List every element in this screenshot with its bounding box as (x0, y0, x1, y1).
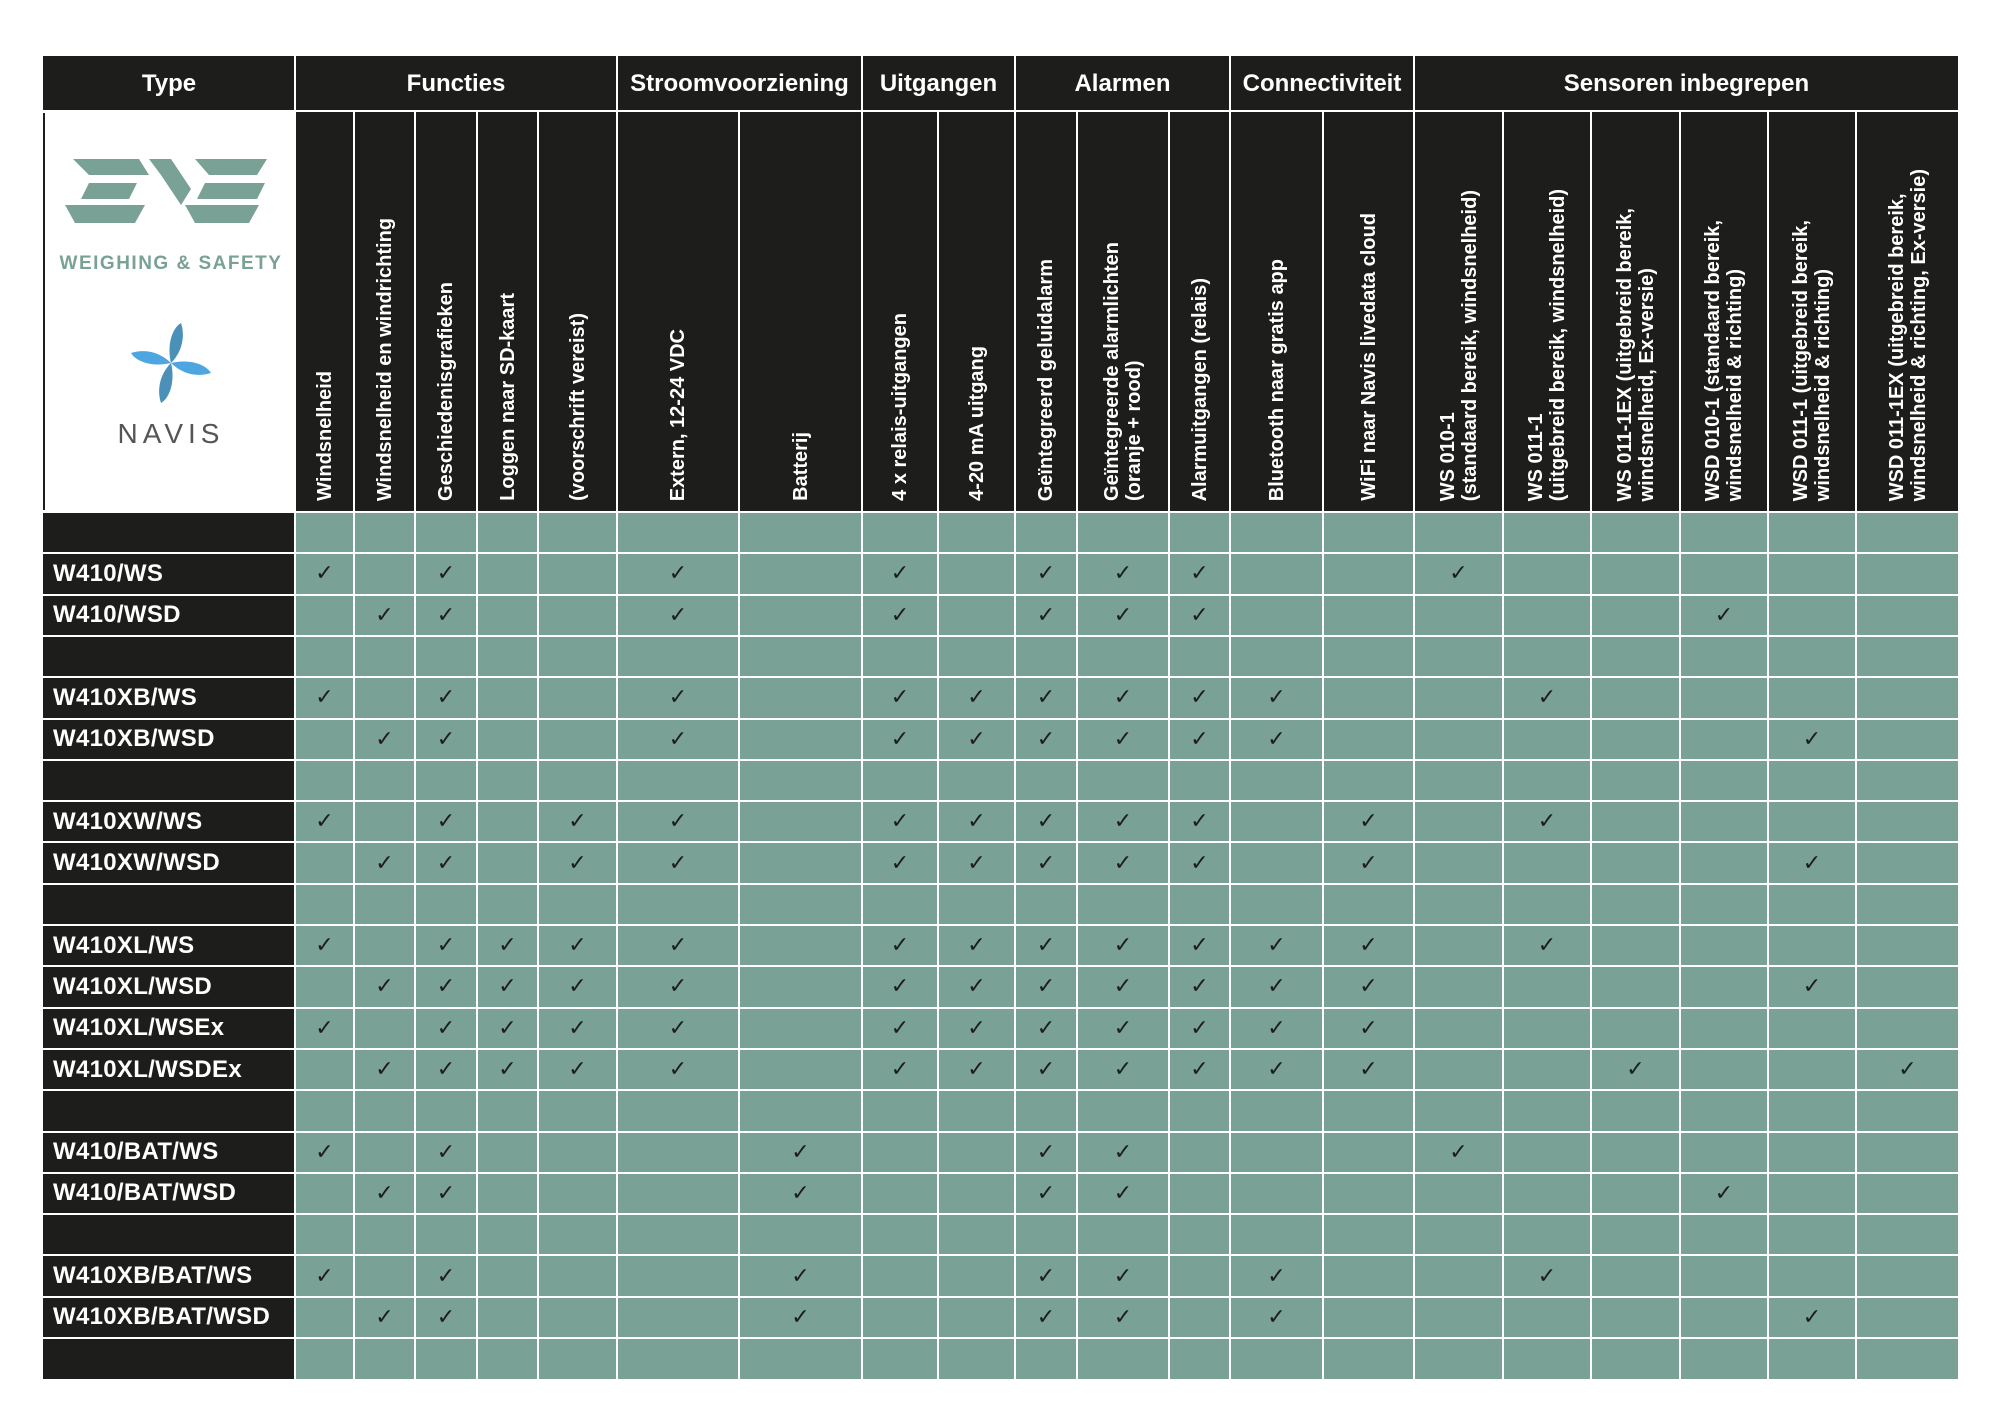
row-label: W410XL/WS (43, 925, 295, 966)
grid-line (43, 1172, 1959, 1174)
grid-line (43, 511, 1959, 513)
check-mark: ✓ (436, 1180, 456, 1206)
column-header-label: Windsnelheid en windrichting (373, 217, 396, 501)
check-mark: ✓ (1113, 561, 1133, 587)
check-mark: ✓ (568, 933, 587, 959)
row-label: W410XB/BAT/WSD (43, 1297, 295, 1338)
check-mark: ✓ (1190, 561, 1209, 587)
grid-line (861, 56, 863, 111)
navis-pinwheel-icon (45, 318, 297, 408)
column-header (862, 111, 938, 511)
group-header: Alarmen (1015, 56, 1230, 111)
check-mark: ✓ (498, 1057, 517, 1083)
grid-line (43, 1296, 1959, 1298)
check-mark: ✓ (967, 1057, 986, 1083)
check-mark: ✓ (315, 1263, 334, 1289)
check-mark: ✓ (1190, 850, 1209, 876)
grid-line (43, 552, 1959, 554)
grid-line (476, 111, 478, 1379)
check-mark: ✓ (315, 1015, 334, 1041)
column-header (617, 111, 739, 511)
grid-line (43, 883, 1959, 885)
grid-line (1413, 56, 1415, 111)
check-mark: ✓ (967, 974, 986, 1000)
check-mark: ✓ (791, 1180, 810, 1206)
grid-line (43, 1213, 1959, 1215)
check-mark: ✓ (668, 561, 688, 587)
grid-line (1014, 56, 1016, 111)
check-mark: ✓ (375, 850, 394, 876)
group-header: Sensoren inbegrepen (1414, 56, 1959, 111)
check-mark: ✓ (1190, 933, 1209, 959)
check-mark: ✓ (1036, 726, 1056, 752)
grid-line (616, 56, 618, 111)
table-row (295, 1090, 1959, 1131)
check-mark: ✓ (375, 1304, 394, 1330)
check-mark: ✓ (1190, 685, 1209, 711)
check-mark: ✓ (375, 726, 394, 752)
check-mark: ✓ (1190, 809, 1209, 835)
check-mark: ✓ (436, 1304, 456, 1330)
grid-line (414, 111, 416, 1379)
column-header (1414, 111, 1503, 511)
check-mark: ✓ (1267, 1304, 1286, 1330)
check-mark: ✓ (1626, 1057, 1645, 1083)
column-header-label: WSD 011-1EX (uitgebreid bereik, windsnelheid & richting, Ex-versie) (1885, 168, 1930, 501)
check-mark: ✓ (1802, 850, 1822, 876)
check-mark: ✓ (1113, 850, 1133, 876)
table-row (295, 884, 1959, 925)
row-label (43, 1338, 295, 1379)
check-mark: ✓ (1267, 726, 1286, 752)
check-mark: ✓ (436, 1015, 456, 1041)
check-mark: ✓ (1113, 602, 1133, 628)
grid-line (43, 1131, 1959, 1133)
row-label: W410XL/WSD (43, 966, 295, 1007)
check-mark: ✓ (1537, 685, 1557, 711)
column-header-label: Geïntegreerde alarmlichten (oranje + rood) (1101, 242, 1145, 501)
column-header (938, 111, 1015, 511)
check-mark: ✓ (967, 850, 986, 876)
check-mark: ✓ (315, 809, 334, 835)
column-header-label: WSD 010-1 (standaard bereik, windsnelheid & richting) (1702, 219, 1746, 501)
table-row (295, 512, 1959, 553)
table-row (295, 636, 1959, 677)
grid-line (43, 800, 1959, 802)
column-header (1230, 111, 1323, 511)
check-mark: ✓ (791, 1304, 810, 1330)
check-mark: ✓ (1036, 809, 1056, 835)
check-mark: ✓ (1449, 561, 1468, 587)
grid-line (1679, 111, 1681, 1379)
grid-line (43, 1337, 1959, 1339)
row-label: W410XB/WSD (43, 719, 295, 760)
check-mark: ✓ (791, 1139, 810, 1165)
row-label: W410XB/WS (43, 677, 295, 718)
check-mark: ✓ (1113, 933, 1133, 959)
grid-line (43, 1089, 1959, 1091)
column-header-label: WS 010-1 (standaard bereik, windsnelheid) (1436, 189, 1481, 501)
check-mark: ✓ (1359, 809, 1378, 835)
check-mark: ✓ (1113, 1304, 1133, 1330)
check-mark: ✓ (890, 602, 910, 628)
check-mark: ✓ (1113, 809, 1133, 835)
check-mark: ✓ (1113, 685, 1133, 711)
check-mark: ✓ (436, 809, 456, 835)
column-header-label: Batterij (789, 432, 812, 501)
row-label: W410XB/BAT/WS (43, 1255, 295, 1296)
row-label: W410XL/WSDEx (43, 1049, 295, 1090)
check-mark: ✓ (1036, 1015, 1056, 1041)
check-mark: ✓ (890, 1057, 910, 1083)
check-mark: ✓ (668, 933, 688, 959)
column-header (1077, 111, 1169, 511)
check-mark: ✓ (1267, 1015, 1286, 1041)
table-row (295, 1338, 1959, 1379)
check-mark: ✓ (890, 726, 910, 752)
check-mark: ✓ (1802, 974, 1822, 1000)
check-mark: ✓ (436, 1263, 456, 1289)
check-mark: ✓ (315, 933, 334, 959)
check-mark: ✓ (1359, 933, 1378, 959)
check-mark: ✓ (890, 809, 910, 835)
check-mark: ✓ (890, 685, 910, 711)
grid-line (1413, 111, 1415, 1379)
column-header-label: WSD 011-1 (uitgebreid bereik, windsnelheid & richting) (1790, 219, 1834, 501)
check-mark: ✓ (1714, 1180, 1734, 1206)
column-header-label: 4-20 mA uitgang (965, 346, 988, 501)
check-mark: ✓ (1359, 1015, 1378, 1041)
grid-line (1855, 111, 1857, 1379)
check-mark: ✓ (436, 1139, 456, 1165)
check-mark: ✓ (498, 933, 517, 959)
check-mark: ✓ (1113, 974, 1133, 1000)
column-header (1323, 111, 1414, 511)
check-mark: ✓ (1036, 1139, 1056, 1165)
check-mark: ✓ (498, 1015, 517, 1041)
column-header-label: WiFi naar Navis livedata cloud (1357, 213, 1380, 501)
row-label (43, 636, 295, 677)
grid-line (1229, 56, 1231, 111)
column-header (477, 111, 538, 511)
check-mark: ✓ (498, 974, 517, 1000)
check-mark: ✓ (568, 974, 587, 1000)
grid-line (1322, 111, 1324, 1379)
column-header (538, 111, 617, 511)
check-mark: ✓ (375, 1180, 394, 1206)
column-header-label: Geïntegreerd geluidalarm (1035, 258, 1057, 501)
check-mark: ✓ (436, 561, 456, 587)
row-label: W410XW/WSD (43, 842, 295, 883)
grid-line (1229, 111, 1231, 1379)
check-mark: ✓ (375, 974, 394, 1000)
check-mark: ✓ (668, 1057, 688, 1083)
grid-line (43, 1254, 1959, 1256)
type-header: Type (43, 56, 295, 111)
check-mark: ✓ (1449, 1139, 1468, 1165)
check-mark: ✓ (315, 685, 334, 711)
check-mark: ✓ (668, 1015, 688, 1041)
check-mark: ✓ (791, 1263, 810, 1289)
check-mark: ✓ (1036, 1304, 1056, 1330)
column-header (1169, 111, 1230, 511)
check-mark: ✓ (1267, 685, 1286, 711)
check-mark: ✓ (436, 726, 456, 752)
check-mark: ✓ (568, 850, 587, 876)
column-header (1015, 111, 1077, 511)
grid-line (1168, 111, 1170, 1379)
grid-line (43, 635, 1959, 637)
group-header: Uitgangen (862, 56, 1015, 111)
check-mark: ✓ (315, 561, 334, 587)
check-mark: ✓ (1267, 974, 1286, 1000)
check-mark: ✓ (967, 933, 986, 959)
table-row (295, 760, 1959, 801)
check-mark: ✓ (436, 933, 456, 959)
group-header: Stroomvoorziening (617, 56, 862, 111)
column-header (1768, 111, 1856, 511)
check-mark: ✓ (1190, 602, 1209, 628)
check-mark: ✓ (1113, 1263, 1133, 1289)
check-mark: ✓ (568, 1015, 587, 1041)
check-mark: ✓ (1036, 1263, 1056, 1289)
check-mark: ✓ (436, 1057, 456, 1083)
check-mark: ✓ (1113, 726, 1133, 752)
column-header (1680, 111, 1768, 511)
grid-line (43, 924, 1959, 926)
check-mark: ✓ (967, 685, 986, 711)
check-mark: ✓ (568, 1057, 587, 1083)
check-mark: ✓ (1113, 1180, 1133, 1206)
row-label: W410XW/WS (43, 801, 295, 842)
column-header-label: Geschiedenisgrafieken (435, 282, 457, 501)
check-mark: ✓ (1036, 685, 1056, 711)
column-header (354, 111, 415, 511)
check-mark: ✓ (967, 809, 986, 835)
check-mark: ✓ (1036, 602, 1056, 628)
check-mark: ✓ (1036, 1180, 1056, 1206)
row-label (43, 1214, 295, 1255)
check-mark: ✓ (315, 1139, 334, 1165)
column-header-label: (voorschrift vereist) (566, 313, 589, 501)
check-mark: ✓ (1898, 1057, 1917, 1083)
check-mark: ✓ (568, 809, 587, 835)
check-mark: ✓ (890, 850, 910, 876)
check-mark: ✓ (668, 602, 688, 628)
column-header-label: Extern, 12-24 VDC (667, 328, 689, 501)
row-label (43, 884, 295, 925)
check-mark: ✓ (1036, 933, 1056, 959)
column-header-label: WS 011-1EX (uitgebreid bereik, windsnelheid, Ex-versie) (1613, 207, 1658, 501)
check-mark: ✓ (668, 809, 688, 835)
column-header (295, 111, 354, 511)
check-mark: ✓ (1113, 1015, 1133, 1041)
check-mark: ✓ (967, 726, 986, 752)
check-mark: ✓ (668, 685, 688, 711)
check-mark: ✓ (668, 974, 688, 1000)
check-mark: ✓ (1190, 1057, 1209, 1083)
grid-line (43, 110, 1959, 112)
grid-line (43, 718, 1959, 720)
grid-line (937, 111, 939, 1379)
column-header (1856, 111, 1959, 511)
grid-line (1590, 111, 1592, 1379)
row-label (43, 512, 295, 553)
row-label (43, 1090, 295, 1131)
check-mark: ✓ (1113, 1139, 1133, 1165)
grid-line (43, 1007, 1959, 1009)
check-mark: ✓ (1802, 726, 1822, 752)
check-mark: ✓ (1113, 1057, 1133, 1083)
row-label: W410/WS (43, 553, 295, 594)
check-mark: ✓ (436, 685, 456, 711)
grid-line (43, 965, 1959, 967)
column-header (415, 111, 477, 511)
check-mark: ✓ (1537, 933, 1557, 959)
check-mark: ✓ (436, 850, 456, 876)
check-mark: ✓ (436, 602, 456, 628)
grid-line (1502, 111, 1504, 1379)
check-mark: ✓ (1537, 1263, 1557, 1289)
column-header-label: 4 x relais-uitgangen (889, 313, 911, 501)
grid-line (738, 111, 740, 1379)
grid-line (1767, 111, 1769, 1379)
check-mark: ✓ (890, 974, 910, 1000)
weighing-safety-text: WEIGHING & SAFETY (59, 253, 283, 274)
column-header-label: Alarmuitgangen (relais) (1188, 277, 1211, 501)
row-label: W410/BAT/WSD (43, 1173, 295, 1214)
grid-line (43, 1048, 1959, 1050)
grid-line (43, 676, 1959, 678)
check-mark: ✓ (1036, 974, 1056, 1000)
grid-line (861, 111, 863, 1379)
check-mark: ✓ (1537, 809, 1557, 835)
grid-line (43, 841, 1959, 843)
grid-line (43, 759, 1959, 761)
column-header-label: WS 011-1 (uitgebreid bereik, windsnelheid) (1525, 188, 1569, 501)
check-mark: ✓ (1267, 1057, 1286, 1083)
check-mark: ✓ (668, 850, 688, 876)
check-mark: ✓ (967, 1015, 986, 1041)
check-mark: ✓ (436, 974, 456, 1000)
grid-line (1076, 111, 1078, 1379)
column-header (739, 111, 862, 511)
grid-line (43, 594, 1959, 596)
grid-line (353, 111, 355, 1379)
check-mark: ✓ (1190, 726, 1209, 752)
row-label (43, 760, 295, 801)
row-label: W410/WSD (43, 595, 295, 636)
logo-panel (43, 113, 295, 510)
check-mark: ✓ (890, 1015, 910, 1041)
grid-line (1014, 111, 1016, 1379)
column-header-label: Loggen naar SD-kaart (496, 293, 519, 501)
check-mark: ✓ (1359, 1057, 1378, 1083)
check-mark: ✓ (1714, 602, 1734, 628)
grid-line (616, 111, 618, 1379)
check-mark: ✓ (1190, 1015, 1209, 1041)
column-header-label: Bluetooth naar gratis app (1265, 258, 1288, 501)
column-header (1591, 111, 1680, 511)
group-header: Connectiviteit (1230, 56, 1414, 111)
check-mark: ✓ (1036, 850, 1056, 876)
column-header (1503, 111, 1591, 511)
check-mark: ✓ (375, 602, 394, 628)
grid-line (537, 111, 539, 1379)
table-row (295, 1214, 1959, 1255)
check-mark: ✓ (1359, 850, 1378, 876)
row-label: W410XL/WSEx (43, 1008, 295, 1049)
check-mark: ✓ (1359, 974, 1378, 1000)
row-label: W410/BAT/WS (43, 1132, 295, 1173)
check-mark: ✓ (668, 726, 688, 752)
check-mark: ✓ (1802, 1304, 1822, 1330)
column-header-label: Windsnelheid (313, 371, 336, 501)
check-mark: ✓ (890, 933, 910, 959)
check-mark: ✓ (1267, 1263, 1286, 1289)
check-mark: ✓ (1036, 1057, 1056, 1083)
check-mark: ✓ (1036, 561, 1056, 587)
check-mark: ✓ (890, 561, 910, 587)
check-mark: ✓ (1267, 933, 1286, 959)
group-header: Functies (295, 56, 617, 111)
navis-text: NAVIS (117, 418, 225, 449)
check-mark: ✓ (1190, 974, 1209, 1000)
check-mark: ✓ (375, 1057, 394, 1083)
